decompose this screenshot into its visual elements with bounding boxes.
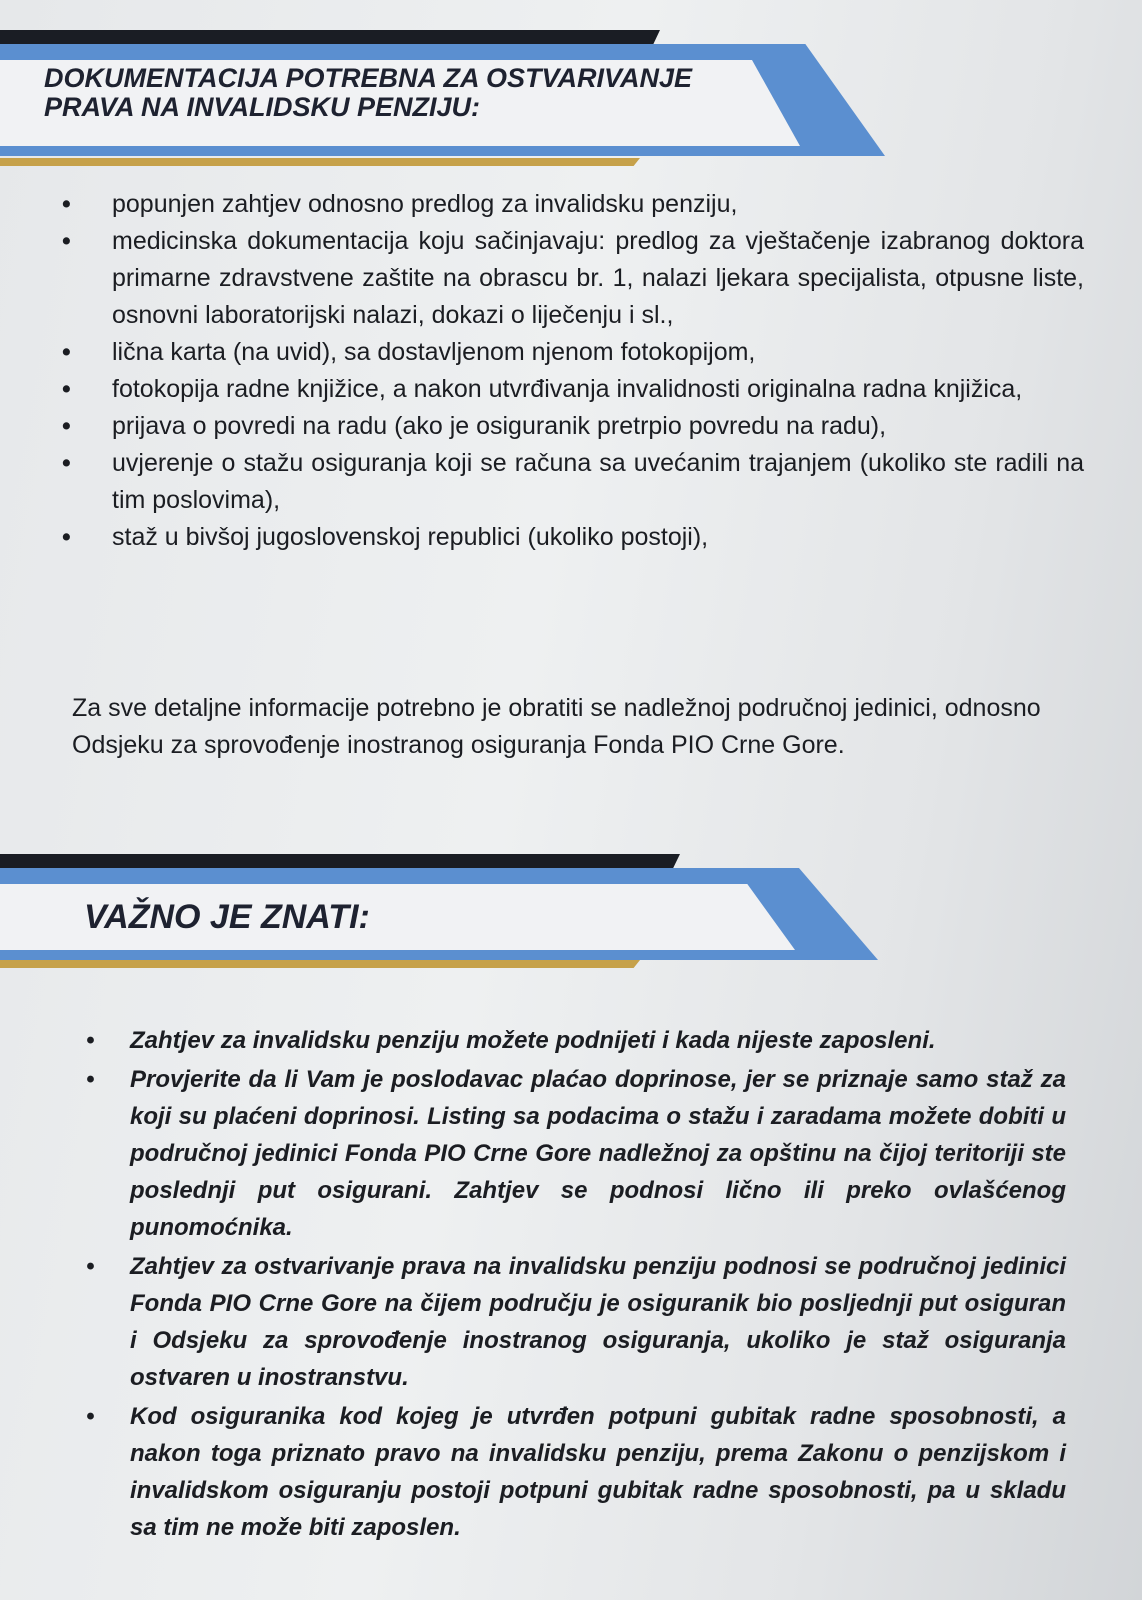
list-item: • Provjerite da li Vam je poslodavac plaćao doprinose, jer se priznaje samo staž za koji su plaćeni doprinosi. Listing sa podacima o stažu i zaradama možete dobiti u područnoj jedinici Fonda PIO Crne Gore nadležnoj za opštinu na čijoj teritoriji ste poslednji put osigurani. Zahtjev se podnosi lično ili preko ovlašćenog punomoćnika.: [86, 1061, 1066, 1246]
list-item: • medicinska dokumentacija koju sačinjavaju: predlog za vještačenje izabranog doktora primarne zdravstvene zaštite na obrascu br. 1, nalazi ljekara specijalista, otpusne liste, osnovni laboratorijski nalazi, dokazi o liječenju i sl.,: [62, 223, 1084, 334]
required-documents-list: [62, 186, 1084, 556]
list-item: • staž u bivšoj jugoslovenskoj republici (ukoliko postoji),: [62, 519, 1084, 556]
info-note: Za sve detaljne informacije potrebno je obratiti se nadležnoj područnoj jedinici, odnosno Odsjeku za sprovođenje inostranog osiguranja Fonda PIO Crne Gore.: [72, 694, 1041, 759]
list-item: • Kod osiguranika kod kojeg je utvrđen potpuni gubitak radne sposobnosti, a nakon toga priznato pravo na invalidsku penziju, prema Zakonu o penzijskom i invalidskom osiguranju postoji potpuni gubitak radne sposobnosti, pa u skladu sa tim ne može biti zaposlen.: [86, 1398, 1066, 1546]
list-item: • lična karta (na uvid), sa dostavljenom njenom fotokopijom,: [62, 334, 1084, 371]
list-item: • fotokopija radne knjižice, a nakon utvrđivanja invalidnosti originalna radna knjižica,: [62, 371, 1084, 408]
list-item: • Zahtjev za ostvarivanje prava na invalidsku penziju podnosi se područnoj jedinici Fonda PIO Crne Gore na čijem području je osiguranik bio posljednji put osiguran i Odsjeku za sprovođenje inostranog osiguranja, ukoliko je staž osiguranja ostvaren u inostranstvu.: [86, 1248, 1066, 1396]
list-item: • prijava o povredi na radu (ako je osiguranik pretrpio povredu na radu),: [62, 408, 1084, 445]
banner-dark-stripe: [0, 854, 680, 868]
banner-dark-stripe: [0, 30, 660, 44]
list-item: • popunjen zahtjev odnosno predlog za invalidsku penziju,: [62, 186, 1084, 223]
section1-title-line2: PRAVA NA INVALIDSKU PENZIJU:: [44, 92, 481, 122]
section2-banner: [0, 854, 900, 974]
section1-banner: [0, 30, 900, 170]
banner-gold-stripe: [0, 158, 640, 166]
section1-title: [44, 64, 692, 122]
section2-title: VAŽNO JE ZNATI:: [84, 898, 370, 936]
section1-title-line1: DOKUMENTACIJA POTREBNA ZA OSTVARIVANJE: [44, 63, 693, 93]
important-info-list: [86, 1022, 1066, 1548]
banner-gold-stripe: [0, 960, 640, 968]
list-item: • uvjerenje o stažu osiguranja koji se računa sa uvećanim trajanjem (ukoliko ste radili na tim poslovima),: [62, 445, 1084, 519]
list-item: • Zahtjev za invalidsku penziju možete podnijeti i kada nijeste zaposleni.: [86, 1022, 1066, 1059]
